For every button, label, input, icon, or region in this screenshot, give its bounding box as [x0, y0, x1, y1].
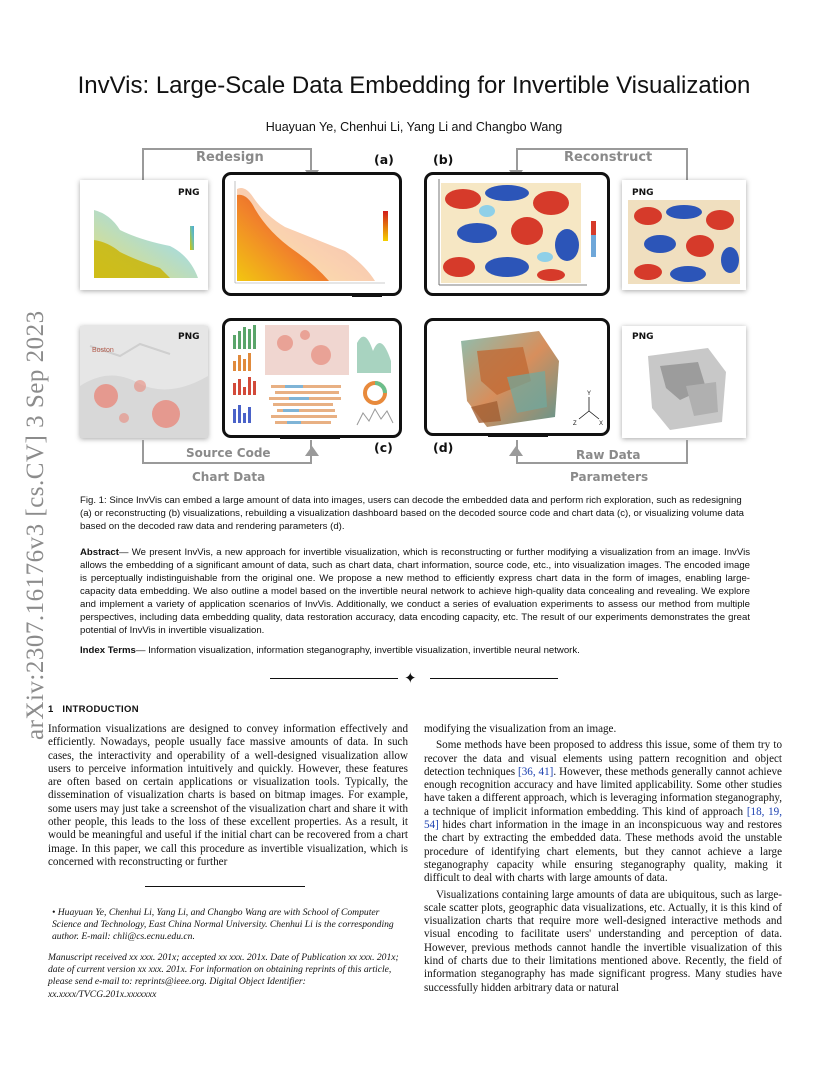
- paragraph-text: . However, these methods generally cannot achieve enough recognition accuracy and have limited applicability. Some other studies have taken a different approach, which is leveraging information steganography, a technique of implicit information embedding. This kind of approach: [424, 765, 782, 818]
- panel-a-redesigned-scatter: [222, 172, 402, 296]
- reconstruct-label: Reconstruct: [564, 150, 653, 165]
- footnote-affiliation: • Huayuan Ye, Chenhui Li, Yang Li, and Changbo Wang are with School of Computer Science and Technology, East China Normal University. Chenhui Li is the corresponding author. E-mail: chli@cs.ecnu.edu.cn.: [52, 907, 394, 943]
- monitor-stand: [280, 436, 340, 439]
- intro-paragraph-continued: modifying the visualization from an image.: [424, 723, 617, 735]
- source-code-label: Source Code: [186, 446, 271, 460]
- author-list: Huayuan Ye, Chenhui Li, Yang Li and Changbo Wang: [265, 120, 563, 134]
- citation-link[interactable]: [18, 19, 54]: [424, 805, 783, 832]
- abstract-label: Abstract: [80, 547, 119, 558]
- axis-y-label: Y: [587, 391, 592, 397]
- abstract-text: — We present InvVis, a new approach for invertible visualization, which is reconstructing or further modifying a visualization from an image. InvVis allows the embedding of a significant amount of data, such as chart data, chart information, source code, etc., into visualization images. The encoded image is perceptually indistinguishable from the original one. We propose a new method to efficiently express chart data in the form of images, enabling large-capacity data embedding. We also outline a model based on the invertible neural network to achieve high-quality data concealing and revealing. We explore and implement a variety of application scenarios of InvVis. Additionally, we conduct a series of evaluation experiments to assess our method from multiple perspectives, including data embedding quality, data restoration accuracy, data encoding capacity, etc. The result of our experiments demonstrates the great potential of InvVis in invertible visualization.: [80, 547, 750, 636]
- citation-link[interactable]: [36, 41]: [518, 765, 554, 778]
- volume-rendering: [427, 321, 607, 433]
- paragraph-text: Some methods have been proposed to address this issue, some of them try to recover the data and visual elements using pattern recognition and object detection techniques: [424, 739, 782, 778]
- volume-thumbnail: [622, 326, 746, 438]
- section-heading: [48, 704, 139, 715]
- section-divider-left: [270, 678, 398, 679]
- footnote-rule: [145, 886, 305, 887]
- panel-d-volume-rendering: [424, 318, 610, 436]
- panel-c-dashboard: [222, 318, 402, 438]
- heatmap-reconstructed: [427, 175, 607, 293]
- monitor-stand: [352, 294, 382, 297]
- right-column: [424, 723, 782, 995]
- footnote-manuscript: Manuscript received xx xxx. 201x; accepted xx xxx. 201x. Date of Publication xx xxx. 201x; date of current version xx xxx. 201x. For information on obtaining reprints of this article, please send e-mail to: reprints@ieee.org. Digital Object Identifier: xx.xxxx/TVCG.201x.xxxxxxx: [48, 952, 399, 1000]
- axis-z-label: Z: [573, 421, 577, 427]
- raw-data-label: Raw Data: [576, 448, 641, 462]
- figure-caption: Fig. 1: Since InvVis can embed a large amount of data into images, users can decode the embedded data and perform rich exploration, such as redesigning (a) or reconstructing (b) visualizations, rebuilding a visualization dashboard based on the decoded source code and chart data (c), or visualizing volume data based on the decoded raw data and rendering parameters (d).: [80, 495, 744, 532]
- label-a: (a): [374, 152, 394, 167]
- paper-title: InvVis: Large-Scale Data Embedding for Invertible Visualization: [77, 72, 751, 99]
- dashboard-rebuilt: [225, 321, 399, 435]
- section-divider-right: [430, 678, 558, 679]
- png-card-map: [80, 326, 208, 438]
- arrow-up-icon: [305, 446, 319, 456]
- png-tag: PNG: [632, 332, 654, 342]
- arrow-up-icon: [509, 446, 523, 456]
- png-card-volume: [622, 326, 746, 438]
- intro-paragraph-1: Information visualizations are designed to convey information effectively and efficiently. Nowadays, people usually face massive amounts of data. In such cases, the interactivity and operability of a well-designed visualization allow users to perceive information intuitively and quickly. However, these features are often based on certain applications or visualization tools. Typically, the dissemination of visualization charts is based on bitmap images. For example, some users may just take a screenshot of the visualization chart and share it with other people, this leads to the loss of these excellent properties. As a result, it would be meaningful and useful if the initial chart can be recovered from a chart image. In this paper, we call this procedure as invertible visualization, which is concerned with reconstructing or further: [48, 723, 408, 868]
- intro-paragraph-3: Visualizations containing large amounts of data are ubiquitous, such as large-scale scatter plots, geographic data visualizations, etc. Actually, it is this kind of visualization charts that require more well-designed interactive methods and visual encoding to facilitate users' understanding and perception of data. However, previous methods cannot handle the invertible visualization of this kind of charts due to their limitations mentioned above. Recently, the field of information steganography has made significant progress. Many studies have successfully hidden arbitrary data or natural: [424, 888, 782, 994]
- chart-data-label: Chart Data: [192, 470, 266, 484]
- label-c: (c): [374, 440, 393, 455]
- parameters-label: Parameters: [570, 470, 649, 484]
- abstract: [80, 546, 750, 637]
- diamond-ornament-icon: ✦: [404, 669, 417, 687]
- arxiv-identifier: arXiv:2307.16176v3 [cs.CV] 3 Sep 2023: [22, 310, 49, 740]
- paragraph-text: hides chart information in the image in an inconspicuous way and restores the chart by extracting the embedded data. These methods avoid the unstable procedure of identifying chart elements, but they cannot achieve a large steganography capacity while ensuring steganography quality, making it difficult to deal with charts with large amounts of data.: [424, 819, 782, 885]
- panel-b-reconstructed-heatmap: [424, 172, 610, 296]
- teaser-figure: [0, 140, 828, 490]
- label-b: (b): [433, 152, 454, 167]
- png-tag: PNG: [632, 188, 654, 198]
- intro-paragraph-2: [424, 739, 782, 885]
- section-number: 1: [48, 704, 54, 715]
- index-terms: [80, 644, 750, 657]
- map-city-label: Boston: [92, 347, 114, 354]
- map-thumbnail: [80, 326, 208, 438]
- index-terms-text: — Information visualization, information steganography, invertible visualization, invertible neural network.: [135, 645, 580, 656]
- section-title: INTRODUCTION: [62, 704, 139, 715]
- left-column: [48, 723, 408, 869]
- index-terms-label: Index Terms: [80, 645, 136, 656]
- axis-x-label: X: [599, 421, 604, 427]
- redesign-label: Redesign: [196, 150, 264, 165]
- label-d: (d): [433, 440, 454, 455]
- png-tag: PNG: [178, 332, 200, 342]
- scatter-plot-redesigned: [225, 175, 399, 293]
- png-tag: PNG: [178, 188, 200, 198]
- monitor-stand: [488, 434, 548, 437]
